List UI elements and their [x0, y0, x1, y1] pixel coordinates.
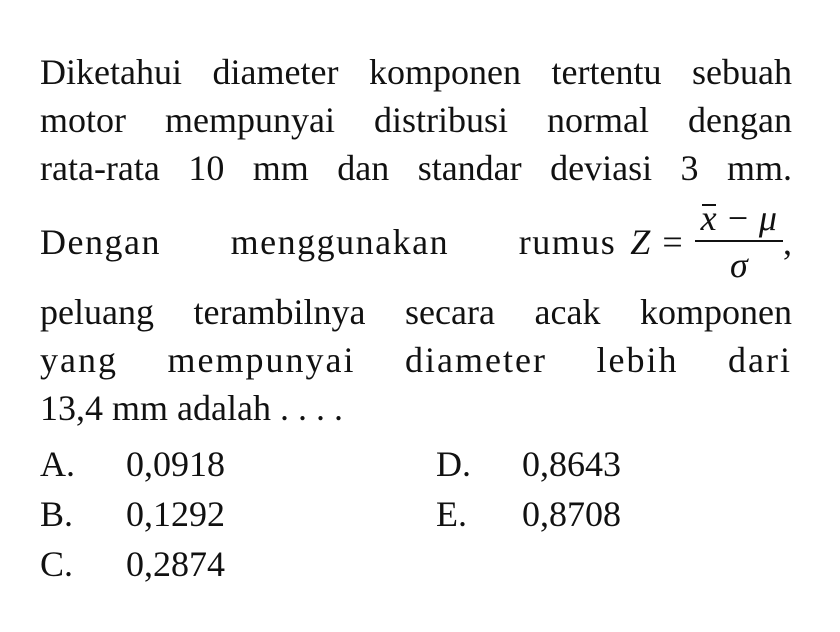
option-letter: A. — [40, 444, 75, 484]
formula-comma: , — [783, 222, 792, 262]
question-text — [40, 48, 792, 432]
question-line-7: 13,4 mm adalah . . . . — [40, 388, 343, 428]
formula-lhs: Z — [630, 222, 651, 262]
option-letter: B. — [40, 494, 74, 534]
option-value: 0,8643 — [522, 444, 621, 484]
formula-fraction — [695, 198, 783, 286]
question-line-3: rata-rata 10 mm dan standar deviasi 3 mm. — [40, 148, 792, 188]
formula-numerator-rest: − μ — [716, 198, 777, 238]
formula-xbar: x — [700, 198, 717, 238]
formula-numerator — [695, 198, 783, 242]
question-line-5: peluang terambilnya secara acak komponen — [40, 292, 792, 332]
option-a[interactable] — [40, 442, 225, 486]
option-d[interactable] — [436, 442, 621, 486]
option-e[interactable] — [436, 492, 621, 536]
option-value: 0,2874 — [126, 544, 225, 584]
option-letter: D. — [436, 444, 471, 484]
formula-equals: = — [662, 222, 683, 262]
z-score-formula — [630, 198, 792, 286]
option-value: 0,0918 — [126, 444, 225, 484]
question-line-6: yang mempunyai diameter lebih dari — [40, 340, 792, 380]
option-value: 0,1292 — [126, 494, 225, 534]
option-letter: C. — [40, 544, 74, 584]
option-c[interactable] — [40, 542, 225, 586]
option-b[interactable] — [40, 492, 225, 536]
option-letter: E. — [436, 494, 467, 534]
question-line-1: Diketahui diameter komponen tertentu sebuah — [40, 52, 792, 92]
question-line-2: motor mempunyai distribusi normal dengan — [40, 100, 792, 140]
formula-line — [40, 196, 792, 288]
formula-intro: Dengan menggunakan rumus — [40, 222, 617, 262]
option-value: 0,8708 — [522, 494, 621, 534]
formula-denominator: σ — [729, 245, 748, 285]
